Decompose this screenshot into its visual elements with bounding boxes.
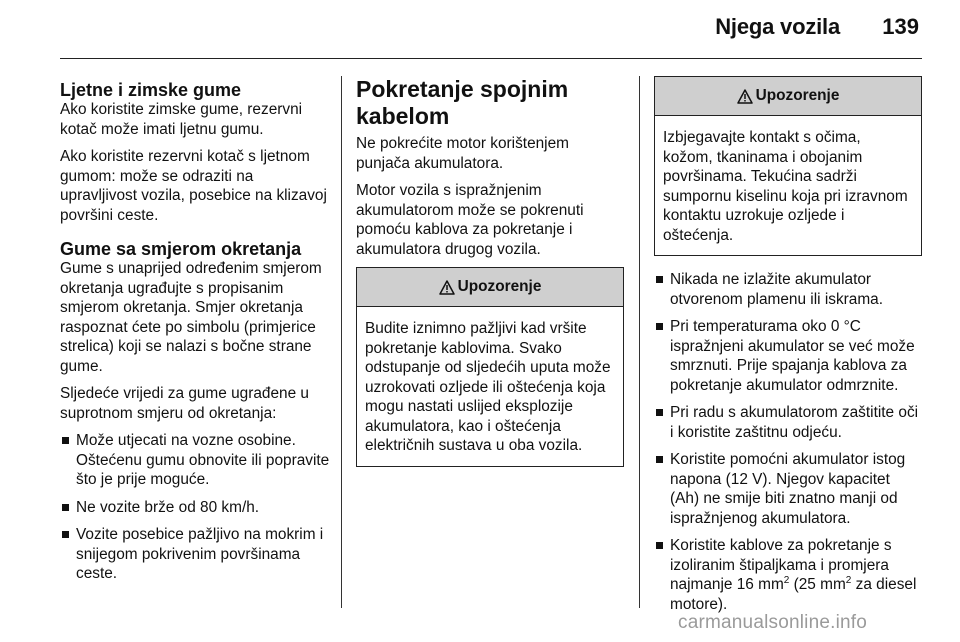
warning-box — [356, 267, 624, 467]
bullet-list — [60, 431, 332, 584]
warning-title: Upozorenje — [755, 87, 840, 105]
section-heading-directional-tyres: Gume sa smjerom okretanja — [60, 239, 302, 259]
list-item: Vozite posebice pažljivo na mokrim i snijegom pokrivenim površinama ceste. — [60, 525, 332, 584]
section-heading-summer-winter-tyres: Ljetne i zimske gume — [60, 80, 242, 100]
paragraph: Gume s unaprijed određenim smjerom okretanja ugrađujte s propisanim smjerom okretanja. Smjer okretanja raspoznat ćete po simbolu (primjerice strelica) koji se nalazi s bočne strane gume. — [60, 260, 322, 375]
list-item: Može utjecati na vozne osobine. Oštećenu gumu obnovite ili popravite što je prije moguće. — [60, 431, 332, 490]
warning-title: Upozorenje — [457, 278, 542, 296]
warning-triangle-icon — [439, 280, 455, 295]
list-item-text: (25 mm — [789, 576, 846, 593]
list-item: Ne vozite brže od 80 km/h. — [60, 498, 332, 518]
list-item-text: Koristite kablove za pokretanje s izoliranim štipaljkama i promjera najmanje 16 mm — [670, 537, 892, 593]
list-item: Koristite pomoćni akumulator istog napona (12 V). Njegov kapacitet (Ah) ne smije biti znatno manji od ispražnjenog akumulatora. — [654, 450, 922, 528]
list-item: Nikada ne izlažite akumulator otvorenom plamenu ili iskrama. — [654, 270, 922, 309]
list-item: Pri temperaturama oko 0 °C ispražnjeni akumulator se već može smrznuti. Prije spajanja kablova za pokretanje akumulator odmrznite. — [654, 317, 922, 395]
superscript: 2 — [845, 574, 852, 586]
list-item: Pri radu s akumulatorom zaštitite oči i koristite zaštitnu odjeću. — [654, 403, 922, 442]
page-number: 139 — [882, 14, 919, 39]
warning-triangle-icon — [737, 89, 753, 104]
column-right — [654, 80, 922, 622]
warning-text: Budite iznimno pažljivi kad vršite pokretanje kablovima. Svako odstupanje od sljedećih uputa može uzrokovati ozljede ili oštećenja koja mogu nastati uslijed eksplozije akumulatora, kao i oštećenja električnih sustava u oba vozila. — [365, 320, 611, 454]
section-heading-jump-start: Pokretanje spojnim kabelom — [356, 76, 569, 129]
list-item-text: za diesel motore). — [670, 576, 917, 613]
column-divider-2 — [639, 76, 640, 608]
list-item — [654, 536, 922, 614]
warning-box-header — [655, 77, 921, 116]
column-divider-1 — [341, 76, 342, 608]
warning-text: Izbjegavajte kontakt s očima, kožom, tkaninama i obojanim površinama. Tekućina sadrži sumpornu kiselinu koja pri izravnom kontaktu uzrokuje ozljede i oštećenja. — [663, 129, 908, 244]
header-rule — [60, 58, 922, 59]
paragraph: Motor vozila s ispražnjenim akumulatorom može se pokrenuti pomoću kablova za pokretanje i akumulatora drugog vozila. — [356, 182, 584, 258]
paragraph: Sljedeće vrijedi za gume ugrađene u suprotnom smjeru od okretanja: — [60, 385, 309, 422]
warning-box — [654, 76, 922, 256]
page-header-title: Njega vozila — [715, 14, 840, 39]
paragraph: Ako koristite zimske gume, rezervni kotač može imati ljetnu gumu. — [60, 101, 303, 138]
column-left — [60, 80, 332, 592]
column-middle — [356, 76, 624, 481]
bullet-list — [654, 270, 922, 614]
paragraph: Ne pokrećite motor korištenjem punjača akumulatora. — [356, 135, 569, 172]
watermark: carmanualsonline.info — [678, 612, 868, 633]
warning-box-header — [357, 268, 623, 307]
superscript: 2 — [783, 574, 790, 586]
paragraph: Ako koristite rezervni kotač s ljetnom gumom: može se odraziti na upravljivost vozila, posebice na klizavoj površini ceste. — [60, 148, 327, 224]
